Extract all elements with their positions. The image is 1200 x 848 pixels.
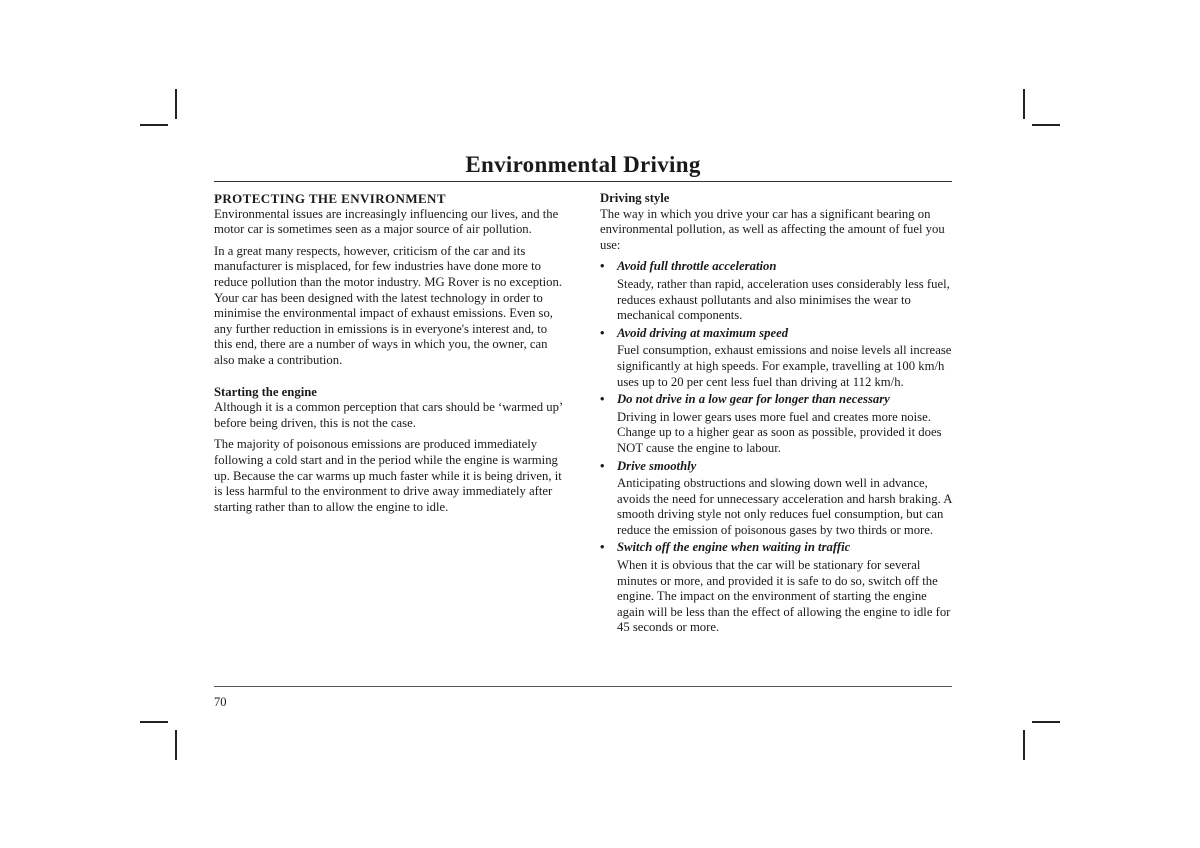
bullet-icon: • <box>600 325 605 340</box>
list-item <box>600 259 952 323</box>
paragraph: The majority of poisonous emissions are produced immediately following a cold start and in the period while the engine is warming up. Because the car warms up much faster while it is being driven, it is less harmful to the environment to drive away immediately after starting rather than to allow the engine to idle. <box>214 437 562 514</box>
bullet-icon: • <box>600 392 605 407</box>
list-item <box>600 326 952 390</box>
tip-text: Steady, rather than rapid, acceleration uses considerably less fuel, reduces exhaust pollutants and also minimises the wear to mechanical components. <box>617 276 950 323</box>
crop-mark-top-left-horizontal <box>140 124 168 126</box>
crop-mark-top-left-vertical <box>175 89 177 119</box>
bullet-icon: • <box>600 458 605 473</box>
bullet-icon: • <box>600 540 605 555</box>
subheading-starting-engine: Starting the engine <box>214 384 317 399</box>
bullet-icon: • <box>600 259 605 274</box>
paragraph: Although it is a common perception that cars should be ‘warmed up’ before being driven, this is not the case. <box>214 400 563 430</box>
crop-mark-bottom-left-vertical <box>175 730 177 760</box>
subheading-driving-style: Driving style <box>600 191 670 205</box>
crop-mark-bottom-left-horizontal <box>140 721 168 723</box>
list-item <box>600 459 952 539</box>
list-item <box>600 540 952 636</box>
left-column <box>214 191 564 521</box>
tip-text: Anticipating obstructions and slowing down well in advance, avoids the need for unnecessary acceleration and harsh braking. A smooth driving style not only reduces fuel consumption, but can reduce the emission of poisonous gases by two thirds or more. <box>617 476 952 537</box>
tip-text: When it is obvious that the car will be stationary for several minutes or more, and provided it is safe to do so, switch off the engine. The impact on the environment of starting the engine again will be less than the effect of allowing the engine to idle for 45 seconds or more. <box>617 558 951 635</box>
tip-title: Switch off the engine when waiting in traffic <box>617 540 851 555</box>
crop-mark-top-right-horizontal <box>1032 124 1060 126</box>
crop-mark-bottom-right-vertical <box>1023 730 1025 760</box>
page-number: 70 <box>214 695 227 709</box>
paragraph: In a great many respects, however, criticism of the car and its manufacturer is misplaced, for few industries have done more to reduce pollution than the motor industry. MG Rover is no exception. Your car has been designed with the latest technology in order to minimise the environmental impact of exhaust emissions. Even so, any further reduction in emissions is in everyone's interest and, to this end, there are a number of ways in which you, the owner, can also make a contribution. <box>214 243 563 367</box>
tip-text: Driving in lower gears uses more fuel and creates more noise. Change up to a higher gear as soon as possible, provided it does NOT cause the engine to labour. <box>617 409 942 455</box>
tip-title: Do not drive in a low gear for longer than necessary <box>617 392 890 407</box>
crop-mark-bottom-right-horizontal <box>1032 721 1060 723</box>
tip-text: Fuel consumption, exhaust emissions and noise levels all increase significantly at high speeds. For example, travelling at 100 km/h uses up to 20 per cent less fuel than driving at 112 km/h. <box>617 343 952 389</box>
tip-title: Drive smoothly <box>617 458 697 473</box>
paragraph: Environmental issues are increasingly influencing our lives, and the motor car is sometimes seen as a major source of air pollution. <box>214 206 559 237</box>
tip-title: Avoid driving at maximum speed <box>617 325 789 340</box>
footer-divider <box>214 686 952 687</box>
title-divider <box>214 181 952 182</box>
tip-title: Avoid full throttle acceleration <box>617 259 777 274</box>
page-title: Environmental Driving <box>465 152 701 177</box>
list-item <box>600 392 952 456</box>
crop-mark-top-right-vertical <box>1023 89 1025 119</box>
intro-paragraph: The way in which you drive your car has a significant bearing on environmental pollution, as well as affecting the amount of fuel you use: <box>600 206 945 252</box>
driving-tips-list <box>600 259 952 636</box>
section-heading-protecting: PROTECTING THE ENVIRONMENT <box>214 191 446 206</box>
right-column <box>600 191 952 638</box>
